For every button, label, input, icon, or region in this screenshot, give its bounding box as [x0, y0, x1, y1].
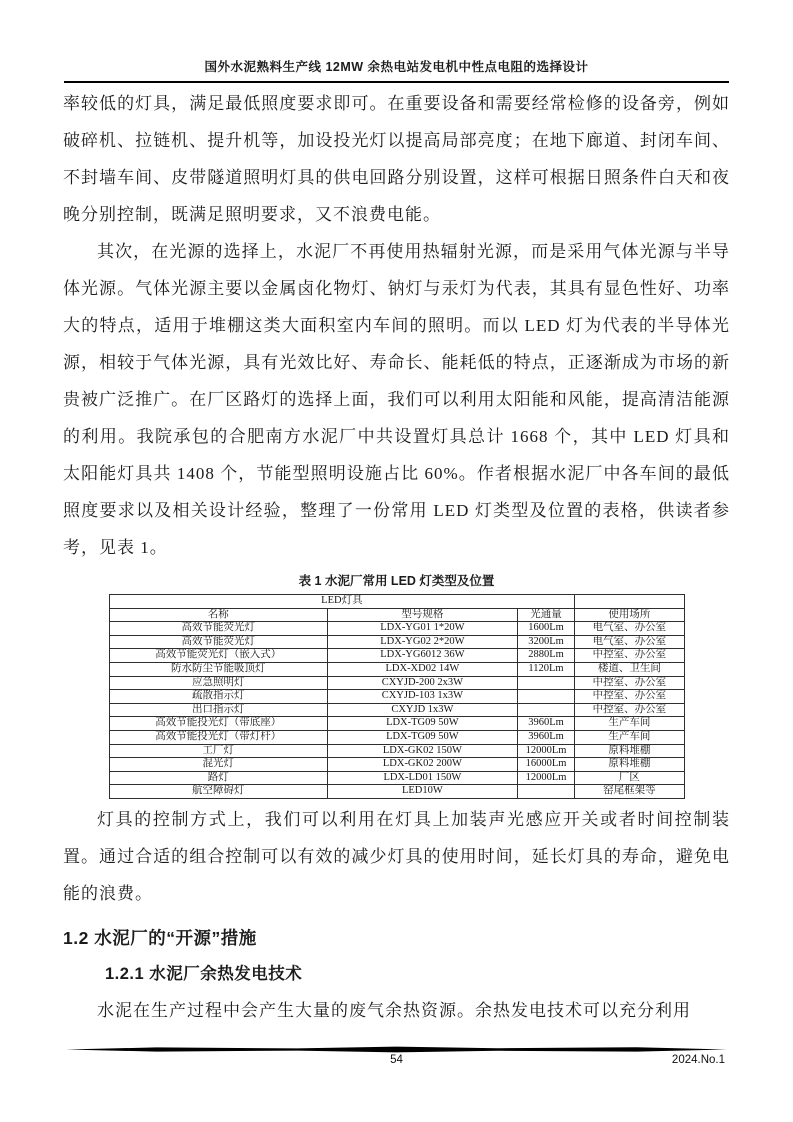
column-header-model: 型号规格	[328, 608, 518, 622]
table-cell: 中控室、办公室	[575, 690, 684, 704]
table-cell: LDX-GK02 200W	[328, 758, 518, 772]
table-cell: 路灯	[109, 771, 328, 785]
table-cell: 混光灯	[109, 758, 328, 772]
table-cell: 3200Lm	[517, 635, 575, 649]
running-head-title: 国外水泥熟料生产线 12MW 余热电站发电机中性点电阻的选择设计	[64, 57, 729, 83]
table-cell: LDX-GK02 150W	[328, 744, 518, 758]
table-cell: 应急照明灯	[109, 676, 328, 690]
table-row	[109, 635, 684, 649]
table-cell: 12000Lm	[517, 744, 575, 758]
page-body	[0, 83, 793, 1029]
table-cell: 楼道、卫生间	[575, 662, 684, 676]
table-cell: 高效节能荧光灯（嵌入式）	[109, 649, 328, 663]
table-cell	[517, 690, 575, 704]
table-cell	[517, 703, 575, 717]
table-cell: LDX-TG09 50W	[328, 730, 518, 744]
table-row	[109, 649, 684, 663]
table-cell: 电气室、办公室	[575, 622, 684, 636]
table-cell: 16000Lm	[517, 758, 575, 772]
led-table-body	[109, 622, 684, 799]
table-cell: 高效节能投光灯（带灯杆）	[109, 730, 328, 744]
paragraph-light-source-selection: 其次，在光源的选择上，水泥厂不再使用热辐射光源，而是采用气体光源与半导体光源。气体光源主要以金属卤化物灯、钠灯与汞灯为代表，其具有显色性好、功率大的特点，适用于堆棚这类大面积室内车间的照明。而以 LED 灯为代表的半导体光源，相较于气体光源，具有光效比好、寿命长、能耗低的特点，正逐渐成为市场的新贵被广泛推广。在厂区路灯的选择上面，我们可以利用太阳能和风能，提高清洁能源的利用。我院承包的合肥南方水泥厂中共设置灯具总计 1668 个，其中 LED 灯具和太阳能灯具共 1408 个，节能型照明设施占比 60%。作者根据水泥厂中各车间的最低照度要求以及相关设计经验，整理了一份常用 LED 灯类型及位置的表格，供读者参考，见表 1。	[63, 242, 730, 557]
footer-rule-bar	[66, 1046, 727, 1053]
column-header-place: 使用场所	[575, 608, 684, 622]
paragraph-lighting-requirements: 率较低的灯具，满足最低照度要求即可。在重要设备和需要经常检修的设备旁，例如破碎机、拉链机、提升机等，加设投光灯以提高局部亮度；在地下廊道、封闭车间、不封墙车间、皮带隧道照明灯具的供电回路分别设置，这样可根据日照条件白天和夜晚分别控制，既满足照明要求，又不浪费电能。	[63, 94, 730, 224]
table-cell: 1600Lm	[517, 622, 575, 636]
table-cell: CXYJD-103 1x3W	[328, 690, 518, 704]
table-row	[109, 730, 684, 744]
table-row	[109, 744, 684, 758]
page-footer	[66, 1046, 727, 1070]
table-cell: 中控室、办公室	[575, 703, 684, 717]
table-cell: 工厂灯	[109, 744, 328, 758]
table-cell: LDX-LD01 150W	[328, 771, 518, 785]
issue-label: 2024.No.1	[671, 1054, 725, 1066]
table-group-header-row	[109, 595, 684, 609]
column-header-name: 名称	[109, 608, 328, 622]
table-row	[109, 703, 684, 717]
table-cell: 2880Lm	[517, 649, 575, 663]
table-cell: LDX-YG02 2*20W	[328, 635, 518, 649]
table-header-row	[109, 608, 684, 622]
section-heading-1-2: 1.2 水泥厂的“开源”措施	[63, 927, 257, 948]
table-cell: 窑尾框架等	[575, 785, 684, 799]
table-row	[109, 690, 684, 704]
table-cell: 原料堆棚	[575, 758, 684, 772]
table-row	[109, 622, 684, 636]
table-cell: 中控室、办公室	[575, 649, 684, 663]
led-lamp-table	[109, 594, 685, 799]
table-row	[109, 662, 684, 676]
table-cell: 原料堆棚	[575, 744, 684, 758]
table-row	[109, 771, 684, 785]
table-cell: CXYJD 1x3W	[328, 703, 518, 717]
table-cell: 12000Lm	[517, 771, 575, 785]
table-cell: 防水防尘节能吸顶灯	[109, 662, 328, 676]
table-cell: 1120Lm	[517, 662, 575, 676]
paragraph-waste-heat-intro: 水泥在生产过程中会产生大量的废气余热资源。余热发电技术可以充分利用	[97, 1000, 691, 1020]
table-cell: 生产车间	[575, 730, 684, 744]
table-row	[109, 758, 684, 772]
table-cell: 3960Lm	[517, 730, 575, 744]
table-cell: LDX-YG01 1*20W	[328, 622, 518, 636]
table-row	[109, 676, 684, 690]
table-cell: 3960Lm	[517, 717, 575, 731]
table-cell: 出口指示灯	[109, 703, 328, 717]
table-group-header-cell: LED灯具	[109, 595, 575, 609]
table-cell: CXYJD-200 2x3W	[328, 676, 518, 690]
table-cell: 疏散指示灯	[109, 690, 328, 704]
table-cell: LDX-XD02 14W	[328, 662, 518, 676]
table-cell: LDX-TG09 50W	[328, 717, 518, 731]
table-cell: LED10W	[328, 785, 518, 799]
table-cell: 生产车间	[575, 717, 684, 731]
paragraph-control-methods: 灯具的控制方式上，我们可以利用在灯具上加装声光感应开关或者时间控制装置。通过合适的组合控制可以有效的减少灯具的使用时间，延长灯具的寿命，避免电能的浪费。	[63, 809, 730, 903]
table-group-header-empty-cell	[575, 595, 684, 609]
page-number: 54	[390, 1054, 403, 1066]
table-row	[109, 785, 684, 799]
table-cell: 高效节能荧光灯	[109, 622, 328, 636]
table-cell	[517, 785, 575, 799]
section-heading-1-2-1: 1.2.1 水泥厂余热发电技术	[105, 964, 303, 983]
column-header-lumen: 光通量	[517, 608, 575, 622]
table-cell: LDX-YG6012 36W	[328, 649, 518, 663]
table-cell: 电气室、办公室	[575, 635, 684, 649]
table-cell	[517, 676, 575, 690]
table-cell: 高效节能投光灯（带底座）	[109, 717, 328, 731]
table-cell: 航空障碍灯	[109, 785, 328, 799]
footer-row	[66, 1054, 727, 1070]
table-cell: 高效节能荧光灯	[109, 635, 328, 649]
table-row	[109, 717, 684, 731]
page-header	[0, 0, 793, 83]
table-caption: 表 1 水泥厂常用 LED 灯类型及位置	[298, 574, 495, 588]
table-cell: 中控室、办公室	[575, 676, 684, 690]
table-cell: 厂区	[575, 771, 684, 785]
